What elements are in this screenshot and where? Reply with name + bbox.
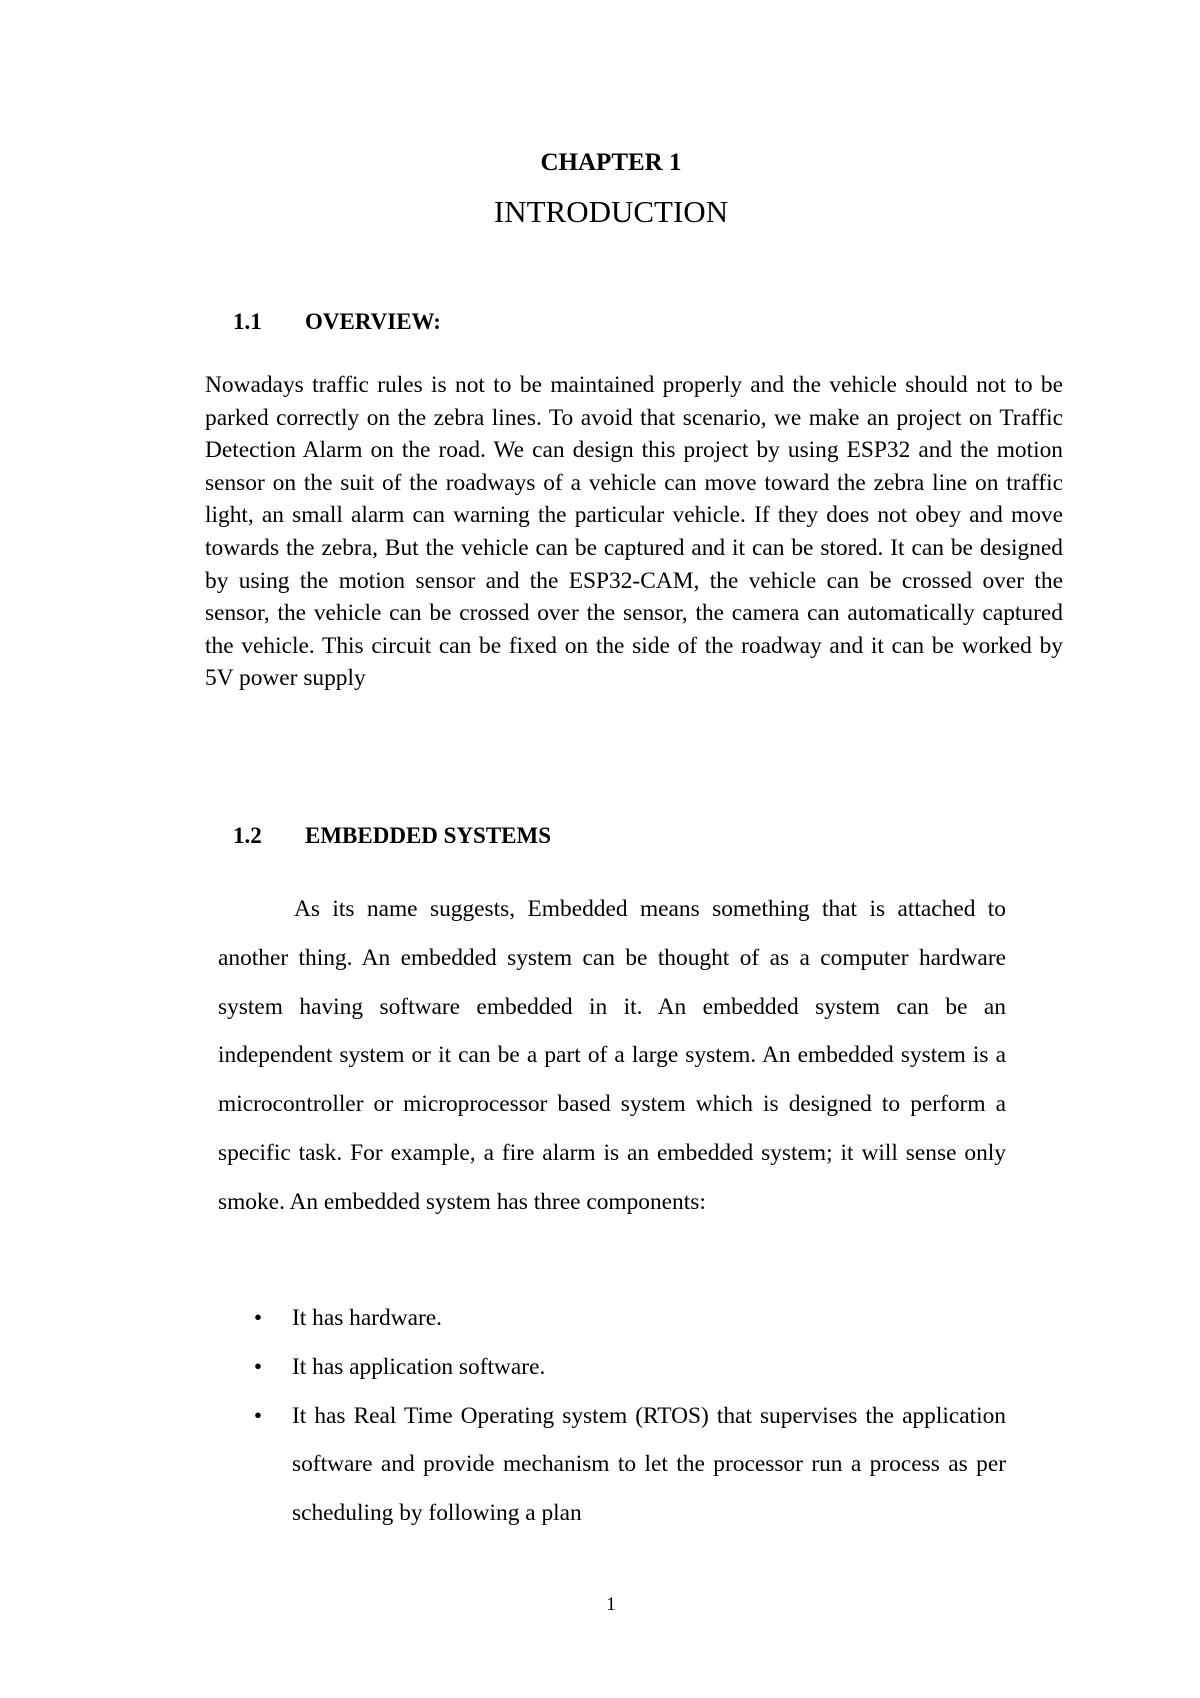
section-number: 1.2 [233, 823, 262, 848]
section-title: EMBEDDED SYSTEMS [305, 823, 552, 848]
embedded-systems-paragraph: As its name suggests, Embedded means something that is attached to another thing. An embedded system can be thought of as a computer hardware system having software embedded in it. An embedded system can be an independent system or it can be a part of a large system. An embedded system is a microcontroller or microprocessor based system which is designed to perform a specific task. For example, a fire alarm is an embedded system; it will sense only smoke. An embedded system has three components: [218, 896, 1006, 1215]
section-title: OVERVIEW: [305, 309, 441, 334]
list-item-text: It has application software. [292, 1353, 546, 1380]
list-item-text: It has hardware. [292, 1305, 443, 1331]
section-heading-overview [233, 307, 441, 337]
bullet-icon: • [253, 1353, 263, 1380]
section-heading-embedded-systems [233, 821, 551, 851]
list-item [218, 1392, 1006, 1538]
list-item [218, 1294, 1006, 1343]
chapter-title: INTRODUCTION [493, 194, 729, 229]
list-item-text: It has Real Time Operating system (RTOS) that supervises the application software and provide mechanism to let the processor run a process as per scheduling by following a plan [292, 1402, 1006, 1527]
list-item [218, 1343, 1006, 1392]
components-list [218, 1294, 1006, 1538]
section-number: 1.1 [233, 309, 262, 334]
overview-paragraph: Nowadays traffic rules is not to be maintained properly and the vehicle should not to be parked correctly on the zebra lines. To avoid that scenario, we make an project on Traffic Detection Alarm on the road. We can design this project by using ESP32 and the motion sensor on the suit of the roadways of a vehicle can move toward the zebra line on traffic light, an small alarm can warning the particular vehicle. If they does not obey and move towards the zebra, But the vehicle can be captured and it can be stored. It can be designed by using the motion sensor and the ESP32-CAM, the vehicle can be crossed over the sensor, the vehicle can be crossed over the sensor, the camera can automatically captured the vehicle. This circuit can be fixed on the side of the roadway and it can be worked by 5V power supply [205, 372, 1063, 692]
page-number: 1 [606, 1594, 616, 1615]
chapter-label: CHAPTER 1 [540, 149, 682, 176]
bullet-icon: • [253, 1402, 263, 1429]
bullet-icon: • [253, 1305, 263, 1331]
